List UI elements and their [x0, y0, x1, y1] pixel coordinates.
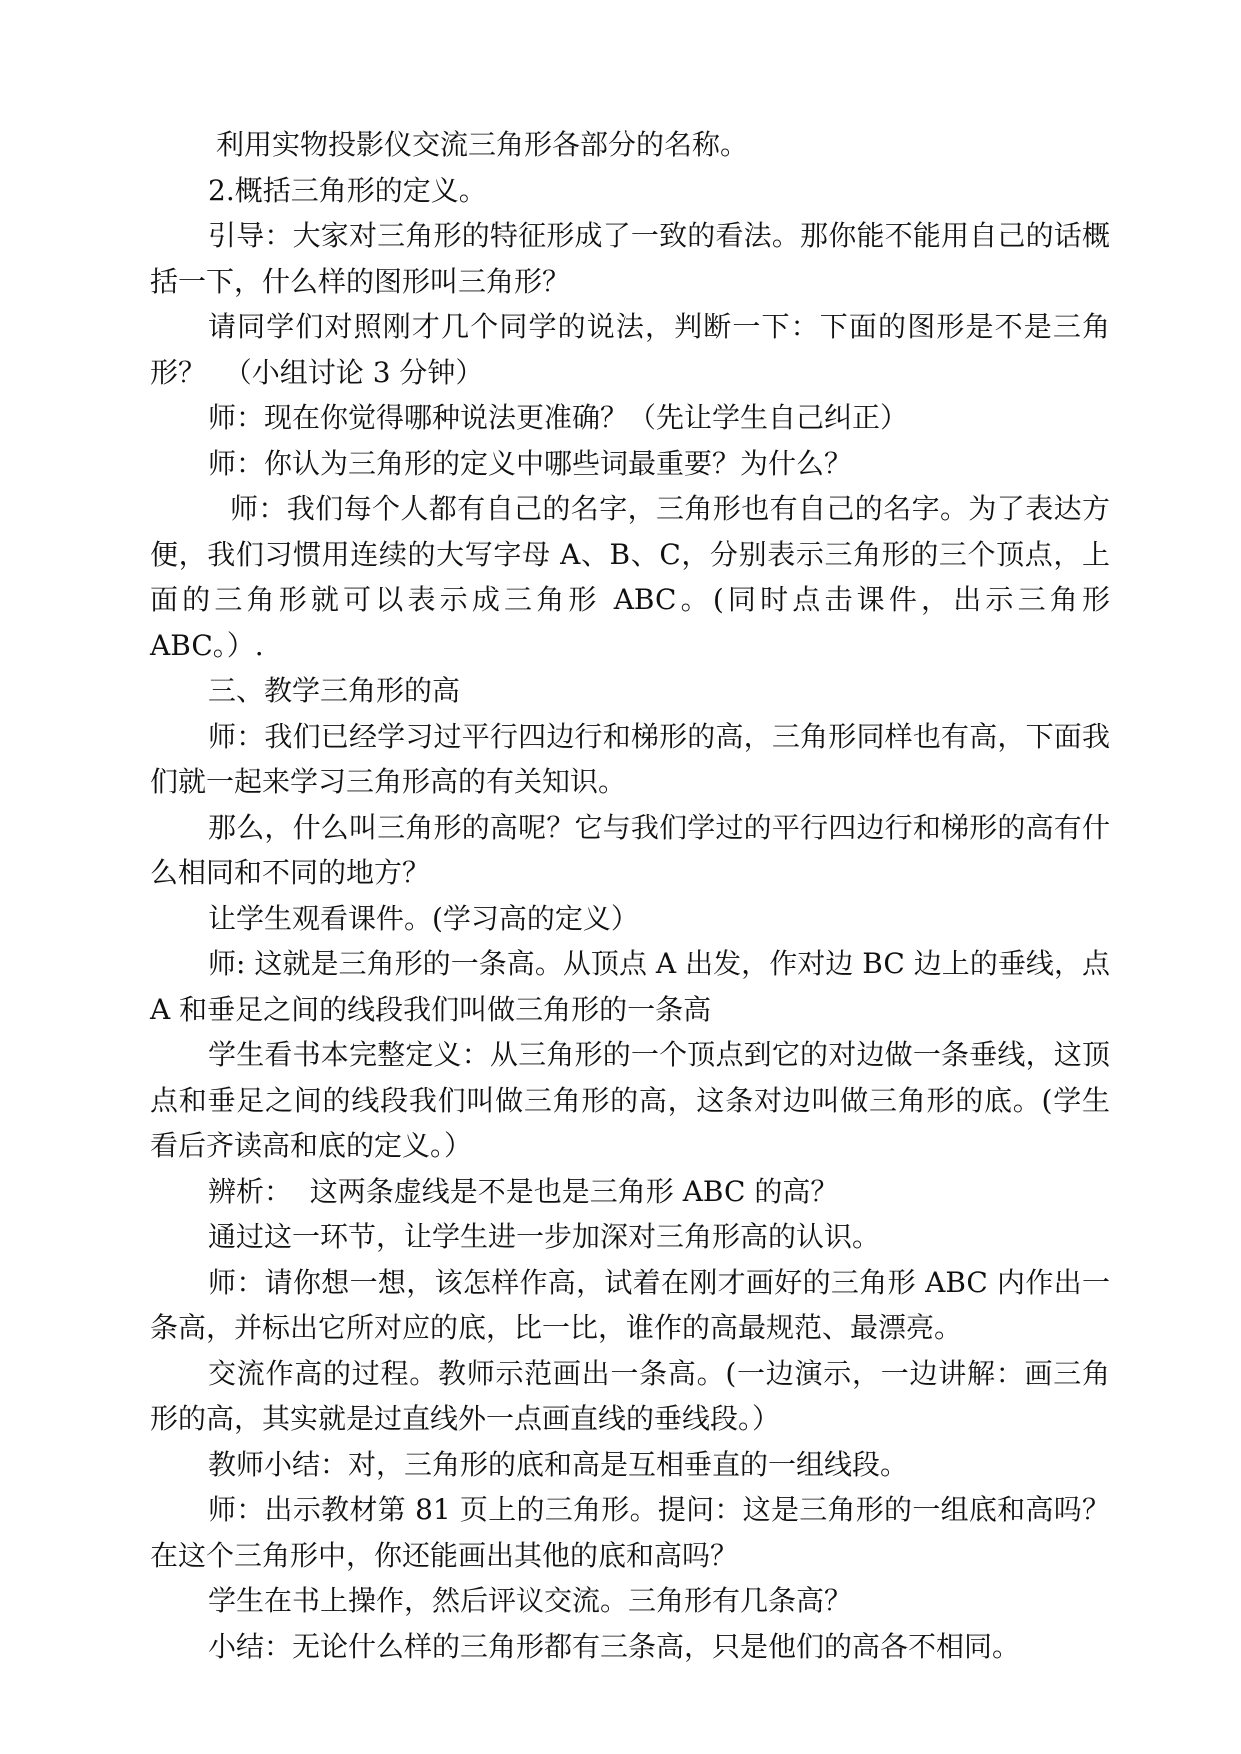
paragraph-10: 那么，什么叫三角形的高呢？它与我们学过的平行四边行和梯形的高有什么相同和不同的地方？	[150, 810, 1110, 889]
paragraph-12: 师: 这就是三角形的一条高。从顶点 A 出发，作对边 BC 边上的垂线，点 A 和垂足之间的线段我们叫做三角形的一条高	[150, 947, 1119, 1026]
paragraph-17: 交流作高的过程。教师示范画出一条高。(一边演示，一边讲解：画三角形的高，其实就是过直线外一点画直线的垂线段。）	[150, 1356, 1110, 1435]
paragraph-5: 师：现在你觉得哪种说法更准确？（先让学生自己纠正）	[208, 401, 909, 434]
paragraph-13: 学生看书本完整定义：从三角形的一个顶点到它的对边做一条垂线，这顶点和垂足之间的线段我们叫做三角形的高，这条对边叫做三角形的底。(学生看后齐读高和底的定义。）	[150, 1038, 1110, 1162]
paragraph-15: 通过这一环节，让学生进一步加深对三角形高的认识。	[208, 1220, 881, 1253]
paragraph-14: 辨析： 这两条虚线是不是也是三角形 ABC 的高？	[208, 1174, 839, 1208]
paragraph-16: 师：请你想一想，该怎样作高，试着在刚才画好的三角形 ABC 内作出一条高，并标出它所对应的底，比一比，谁作的高最规范、最漂亮。	[150, 1265, 1110, 1344]
paragraph-20: 学生在书上操作，然后评议交流。三角形有几条高？	[208, 1584, 853, 1617]
paragraph-18: 教师小结：对，三角形的底和高是互相垂直的一组线段。	[208, 1447, 909, 1481]
paragraph-4: 请同学们对照刚才几个同学的说法，判断一下：下面的图形是不是三角形？ （小组讨论 3 分钟）	[150, 310, 1110, 389]
paragraph-9: 师：我们已经学习过平行四边行和梯形的高，三角形同样也有高，下面我们就一起来学习三角形高的有关知识。	[150, 719, 1110, 798]
section-heading-3: 三、教学三角形的高	[208, 674, 461, 707]
paragraph-19: 师：出示教材第 81 页上的三角形。提问：这是三角形的一组底和高吗？在这个三角形中，你还能画出其他的底和高吗？	[150, 1493, 1110, 1572]
paragraph-6: 师：你认为三角形的定义中哪些词最重要？为什么？	[208, 446, 853, 480]
paragraph-3: 引导：大家对三角形的特征形成了一致的看法。那你能不能用自己的话概括一下，什么样的图形叫三角形？	[150, 219, 1110, 298]
paragraph-1: 利用实物投影仪交流三角形各部分的名称。	[216, 128, 749, 161]
paragraph-21: 小结：无论什么样的三角形都有三条高，只是他们的高各不相同。	[208, 1629, 1021, 1663]
paragraph-2: 2.概括三角形的定义。	[208, 173, 487, 207]
paragraph-7: 师：我们每个人都有自己的名字，三角形也有自己的名字。为了表达方便，我们习惯用连续的大写字母 A、B、C，分别表示三角形的三个顶点，上面的三角形就可以表示成三角形 ABC。(同时点击课件，出示三角形 ABC。）.	[150, 492, 1119, 662]
lesson-text	[150, 122, 1119, 1669]
paragraph-11: 让学生观看课件。(学习高的定义）	[208, 901, 639, 935]
